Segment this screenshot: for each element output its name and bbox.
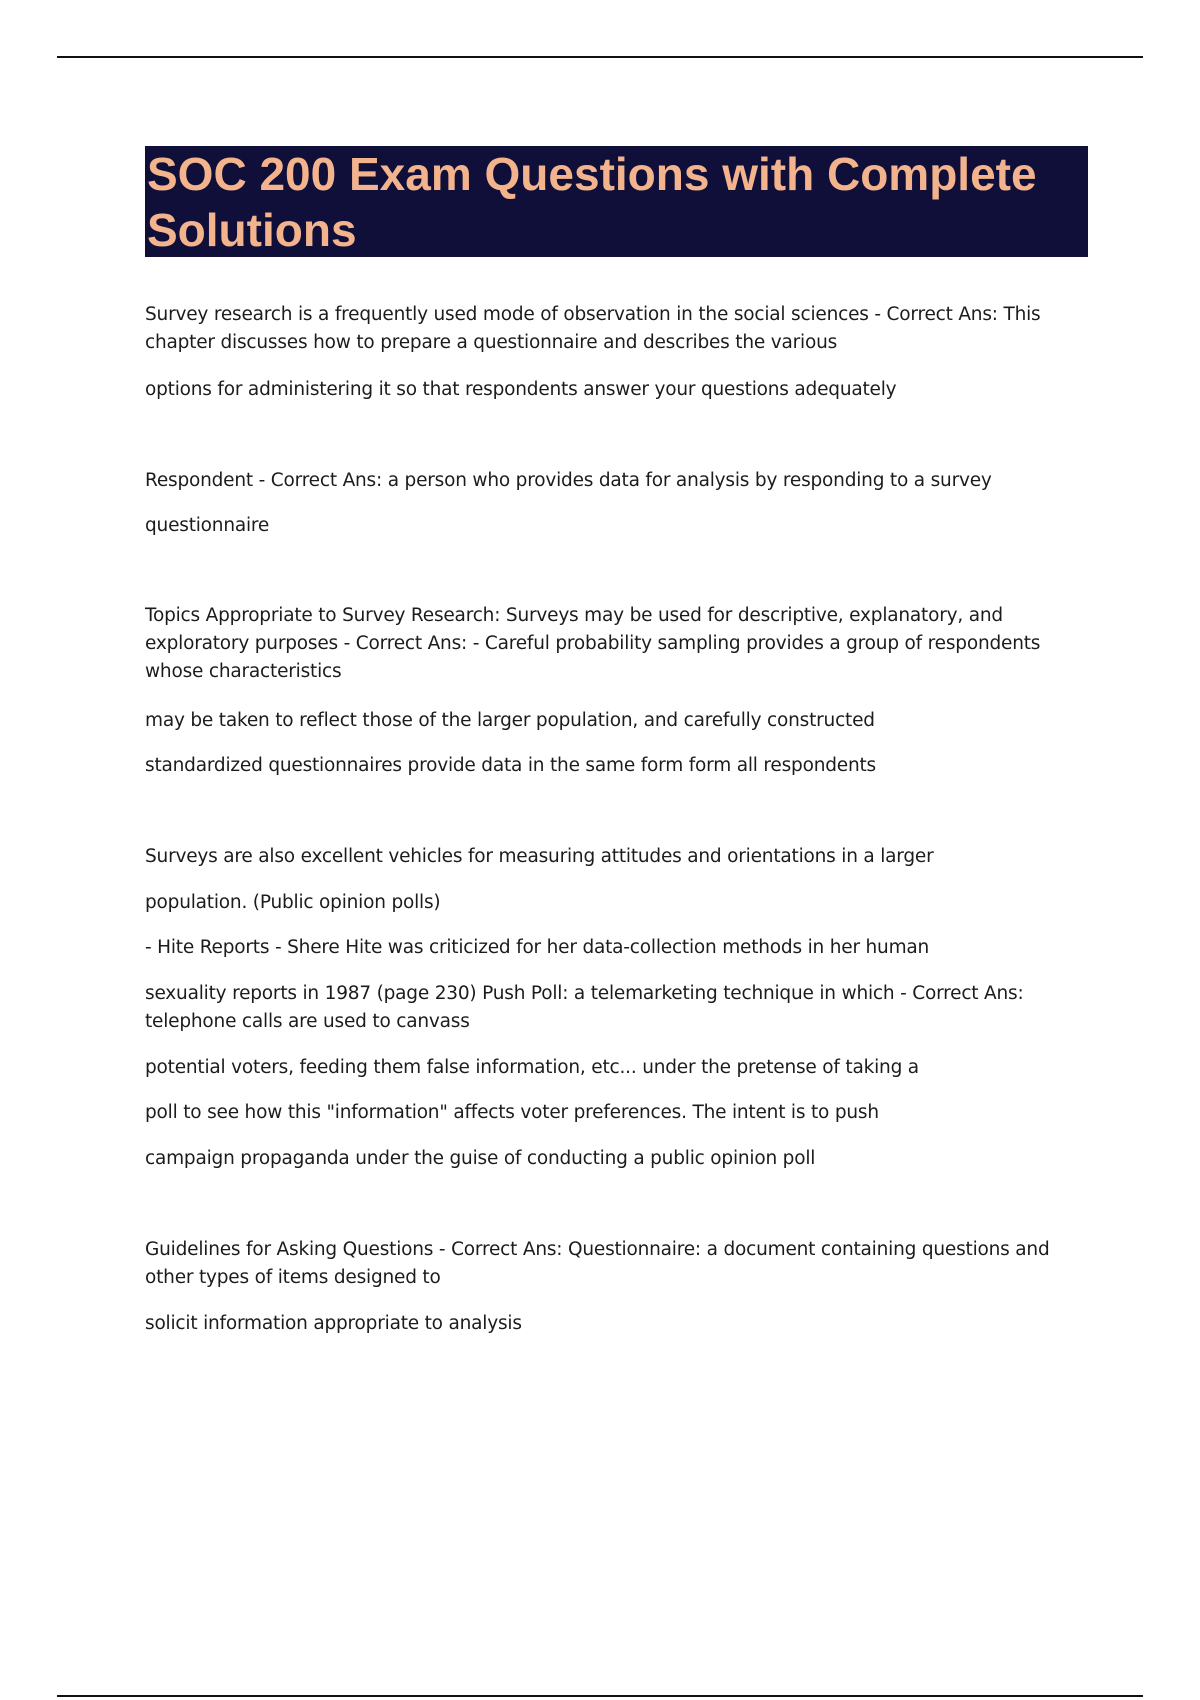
header-rule (57, 56, 1143, 58)
document-title: SOC 200 Exam Questions with Complete Solutions (147, 148, 1037, 256)
paragraph-7: standardized questionnaires provide data in the same form form all respondents (145, 755, 876, 776)
paragraph-10: - Hite Reports - Shere Hite was criticized for her data-collection methods in her human (145, 937, 930, 958)
paragraph-12: potential voters, feeding them false information, etc... under the pretense of taking a (145, 1057, 919, 1078)
paragraph-8: Surveys are also excellent vehicles for measuring attitudes and orientations in a larger (145, 846, 934, 867)
paragraph-9: population. (Public opinion polls) (145, 892, 441, 913)
paragraph-1: Survey research is a frequently used mode of observation in the social sciences - Correct Ans: This chapter discusses how to prepare a questionnaire and describes the various (145, 304, 1041, 353)
paragraph-13: poll to see how this "information" affects voter preferences. The intent is to push (145, 1102, 879, 1123)
title-banner (145, 146, 1088, 257)
paragraph-16: solicit information appropriate to analysis (145, 1313, 522, 1334)
paragraph-4: questionnaire (145, 515, 270, 536)
paragraph-5: Topics Appropriate to Survey Research: Surveys may be used for descriptive, explanatory, and exploratory purposes - Correct Ans: - Careful probability sampling provides a group of respondents whose characteristics (145, 605, 1041, 682)
paragraph-14: campaign propaganda under the guise of conducting a public opinion poll (145, 1148, 816, 1169)
paragraph-15: Guidelines for Asking Questions - Correct Ans: Questionnaire: a document containing questions and other types of items designed to (145, 1239, 1050, 1288)
paragraph-3: Respondent - Correct Ans: a person who provides data for analysis by responding to a survey (145, 470, 992, 491)
paragraph-6: may be taken to reflect those of the larger population, and carefully constructed (145, 710, 875, 731)
paragraph-11: sexuality reports in 1987 (page 230) Push Poll: a telemarketing technique in which - Correct Ans: telephone calls are used to canvass (145, 983, 1024, 1032)
paragraph-2: options for administering it so that respondents answer your questions adequately (145, 379, 897, 400)
footer-rule (57, 1695, 1143, 1697)
